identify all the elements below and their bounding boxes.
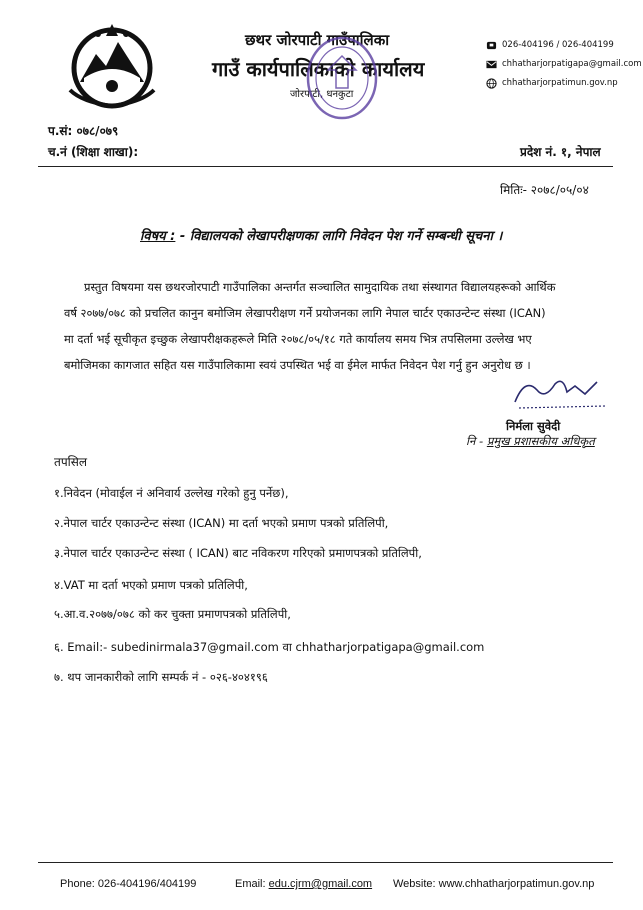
municipality-name: छथर जोरपाटी गाउँपालिका xyxy=(245,31,390,49)
footer-website[interactable]: Website: www.chhatharjorpatimun.gov.np xyxy=(393,878,595,890)
office-address: जोरपाटी, धनकुटा xyxy=(290,89,354,100)
footer-divider xyxy=(38,862,613,863)
chalani-number: च.नं (शिक्षा शाखा): xyxy=(48,145,139,159)
office-stamp-icon xyxy=(302,32,382,124)
contact-phone: 026-404196 / 026-404199 xyxy=(502,40,614,50)
signatory-name: निर्मला सुवेदी xyxy=(506,419,561,433)
phone-icon xyxy=(486,40,497,51)
tapsil-heading: तपसिल xyxy=(54,455,88,469)
body-line: मा दर्ता भई सूचीकृत इच्छुक लेखापरीक्षकहरूले मिति २०७८/०५/१८ गते कार्यालय समय भित्र तपसिलमा उल्लेख भए xyxy=(64,332,532,346)
footer-email-link[interactable]: edu.cjrm@gmail.com xyxy=(268,878,373,890)
signatory-title-text: प्रमुख प्रशासकीय अधिकृत xyxy=(486,434,595,448)
contact-phone-row xyxy=(486,36,642,55)
contact-website[interactable]: chhatharjorpatimun.gov.np xyxy=(502,78,618,88)
tapsil-item: २.नेपाल चार्टर एकाउन्टेन्ट संस्था (ICAN) मा दर्ता भएको प्रमाण पत्रको प्रतिलिपी, xyxy=(54,516,389,530)
body-line: प्रस्तुत विषयमा यस छथरजोरपाटी गाउँपालिका अन्तर्गत सञ्चालित सामुदायिक तथा संस्थागत विद्यालयहरूको आर्थिक xyxy=(84,280,556,294)
subject-line xyxy=(140,226,502,244)
patra-sankhya: प.सं: ०७८/०७९ xyxy=(48,124,119,138)
subject-text: - विद्यालयको लेखापरीक्षणका लागि निवेदन पेश गर्ने सम्बन्धी सूचना । xyxy=(175,229,503,244)
header-divider xyxy=(38,166,613,167)
subject-label: विषय : xyxy=(140,229,176,244)
footer-email xyxy=(235,878,372,890)
contact-email[interactable]: chhatharjorpatigapa@gmail.com xyxy=(502,59,642,69)
letter-date: मितिः- २०७८/०५/०४ xyxy=(500,183,589,197)
mail-icon xyxy=(486,59,497,70)
province-label: प्रदेश नं. १, नेपाल xyxy=(520,145,601,159)
tapsil-item: ३.नेपाल चार्टर एकाउन्टेन्ट संस्था ( ICAN) बाट नविकरण गरिएको प्रमाणपत्रको प्रतिलिपी, xyxy=(54,546,422,560)
body-line: बमोजिमका कागजात सहित यस गाउँपालिकामा स्वयं उपस्थित भई वा ईमेल मार्फत निवेदन पेश गर्नु हुन अनुरोध छ । xyxy=(64,358,531,372)
letter-body xyxy=(64,274,596,378)
tapsil-item: १.निवेदन (मोवाईल नं अनिवार्य उल्लेख गरेको हुनु पर्नेछ), xyxy=(54,486,289,500)
contact-block xyxy=(486,36,642,93)
body-line: वर्ष २०७७/०७८ को प्रचलित कानुन बमोजिम लेखापरीक्षण गर्ने प्रयोजनका लागि नेपाल चार्टर एकाउन्टेन्ट संस्था (ICAN) xyxy=(64,306,546,320)
contact-website-row xyxy=(486,74,642,93)
tapsil-item: ५.आ.व.२०७७/०७८ को कर चुक्ता प्रमाणपत्रको प्रतिलिपी, xyxy=(54,607,291,621)
footer-email-label: Email: xyxy=(235,878,269,890)
signatory-title xyxy=(466,434,595,449)
office-name: गाउँ कार्यपालिकाको कार्यालय xyxy=(212,57,425,81)
tapsil-item: ७. थप जानकारीको लागि सम्पर्क नं - ०२६-४०४१९६ xyxy=(54,670,268,684)
nepal-emblem-icon xyxy=(62,20,162,112)
signatory-title-prefix: नि - xyxy=(466,434,484,448)
tapsil-item: ६. Email:- subedinirmala37@gmail.com वा chhatharjorpatigapa@gmail.com xyxy=(54,640,485,654)
tapsil-item: ४.VAT मा दर्ता भएको प्रमाण पत्रको प्रतिलिपी, xyxy=(54,578,248,592)
footer-phone: Phone: 026-404196/404199 xyxy=(60,878,197,890)
contact-email-row xyxy=(486,55,642,74)
signature-mark-icon xyxy=(505,372,610,414)
globe-icon xyxy=(486,78,497,89)
